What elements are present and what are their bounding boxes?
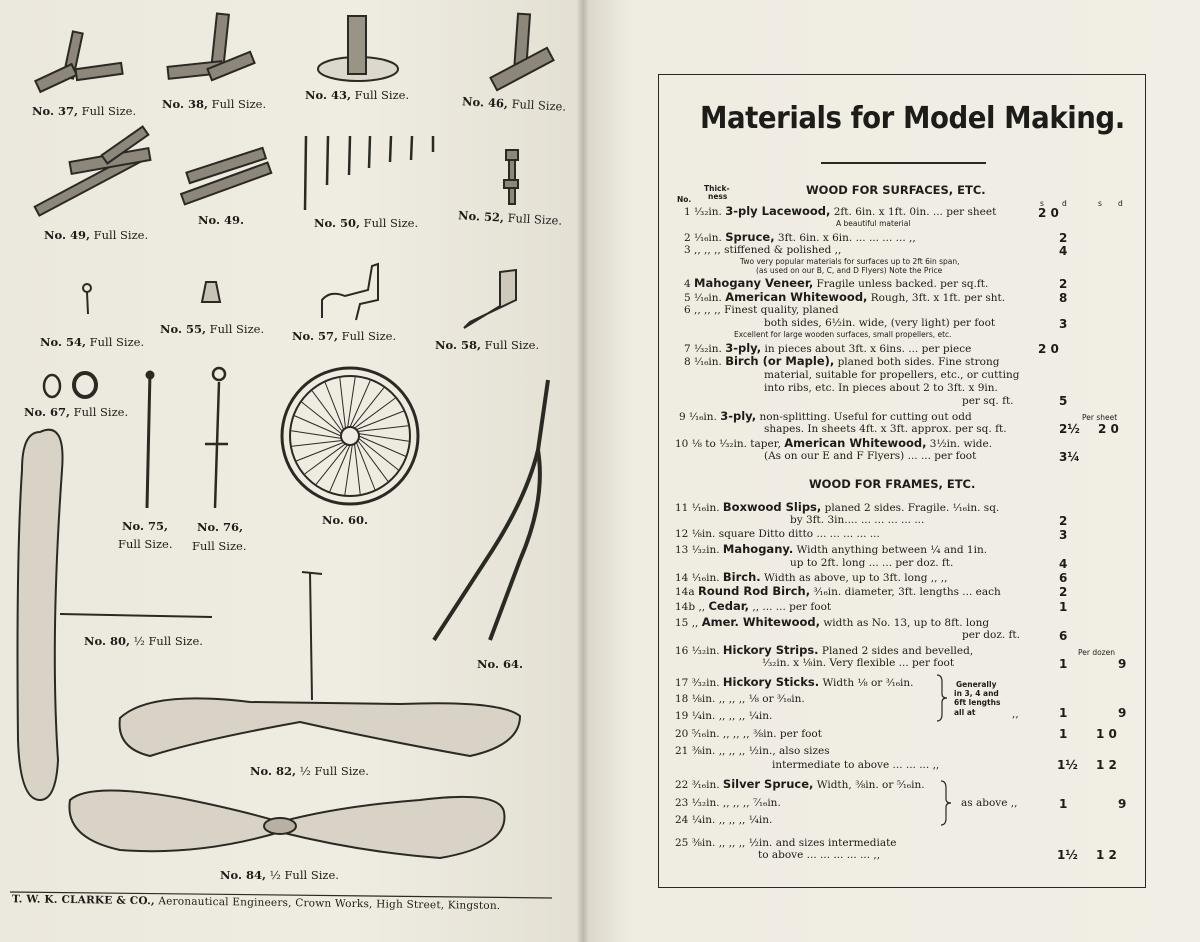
angle-bracket-58-drawing <box>464 270 516 328</box>
brace-17-19 <box>936 674 948 722</box>
item-row-23: 23 ⅟₃₂in. ,, ,, ,, ⁷⁄₁₆in. <box>675 797 781 809</box>
price-11: 2 <box>1059 514 1068 528</box>
propeller-84-drawing <box>69 790 504 858</box>
cross-joint-49-drawing <box>35 127 151 216</box>
caption-no-64: No. 64. <box>477 657 523 671</box>
caption-no-55: No. 55, Full Size. <box>160 322 265 336</box>
lengths-note-3: 6ft lengths <box>954 698 1001 707</box>
cup-55-drawing <box>202 282 220 302</box>
eye-screw-54-drawing <box>83 284 91 314</box>
price-25: 1½ <box>1057 848 1078 862</box>
left-catalogue-page <box>0 0 590 942</box>
wheel-spoke <box>359 436 405 456</box>
item-11-line-2: by 3ft. 3in.... ... ... ... ... ... <box>790 514 925 526</box>
header-d2: d <box>1118 199 1123 208</box>
caption-no-67: No. 67, Full Size. <box>24 405 129 419</box>
item-row-21: 21 ⅜in. ,, ,, ,, ½in., also sizes <box>675 745 830 757</box>
price-20: 1 <box>1059 727 1068 741</box>
price-16-per-dozen-label: Per dozen <box>1078 648 1115 657</box>
item-6-note: Excellent for large wooden surfaces, small propellers, etc. <box>734 330 952 339</box>
price-6: 3 <box>1059 317 1068 331</box>
item-row-14: 14 ⅟₁₆in. Birch. Width as above, up to 3ft. long ,, ,, <box>675 570 948 584</box>
item-row-15: 15 ,, Amer. Whitewood, width as No. 13, up to 8ft. long <box>675 615 990 629</box>
price-10: 3¼ <box>1059 450 1080 464</box>
price-7: 2 0 <box>1038 342 1059 356</box>
bolt-52-drawing <box>504 150 518 204</box>
header-ness: ness <box>708 192 728 201</box>
section-heading-surfaces: WOOD FOR SURFACES, ETC. <box>806 183 986 197</box>
caption-no-50: No. 50, Full Size. <box>314 216 419 230</box>
section-heading-frames: WOOD FOR FRAMES, ETC. <box>809 477 976 491</box>
wheel-spoke <box>302 402 342 434</box>
price-23: 1 <box>1059 797 1068 811</box>
book-gutter <box>576 0 590 942</box>
wheel-spoke <box>358 426 408 432</box>
page-title: Materials for Model Making. <box>700 101 1125 136</box>
item-row-4: 4 Mahogany Veneer, Fragile unless backed. per sq.ft. <box>684 276 989 290</box>
item-row-19: 19 ¼in. ,, ,, ,, ¼in. <box>675 710 773 722</box>
item-row-2: 2 ⅟₁₆in. Spruce, 3ft. 6in. x 6in. ... ... ... ... ,, <box>684 230 916 244</box>
item-row-18: 18 ⅛in. ,, ,, ,, ⅛ or ³⁄₁₆in. <box>675 693 805 705</box>
lengths-note-4: all at <box>954 708 976 717</box>
tee-joint-37-drawing <box>35 31 122 91</box>
item-6-line-2: both sides, 6½in. wide, (very light) per foot <box>764 317 996 329</box>
price-3: 4 <box>1059 244 1068 258</box>
brace-22-24 <box>940 780 952 826</box>
caption-no-80: No. 80, ½ Full Size. <box>84 634 203 648</box>
item-row-11: 11 ⅟₁₆in. Boxwood Slips, planed 2 sides. Fragile. ⅟₁₆in. sq. <box>675 500 1000 514</box>
item-row-10: 10 ⅛ to ⅟₃₂in. taper, American Whitewood, 3½in. wide. <box>675 436 993 450</box>
price-9-per-sheet-label: Per sheet <box>1082 413 1118 422</box>
price-15: 6 <box>1059 629 1068 643</box>
price-20-dozen: 1 0 <box>1096 727 1117 741</box>
caption-no-76: No. 76, <box>197 520 243 534</box>
publisher-footer: T. W. K. CLARKE & CO., Aeronautical Engineers, Crown Works, High Street, Kingston. <box>11 893 501 913</box>
item-row-20: 20 ⁵⁄₁₆in. ,, ,, ,, ⅜in. per foot <box>675 728 822 740</box>
item-10-line-2: (As on our E and F Flyers) ... ... per foot <box>764 450 977 462</box>
price-13: 4 <box>1059 557 1068 571</box>
lengths-note-1: Generally <box>956 680 997 689</box>
price-21: 1½ <box>1057 758 1078 772</box>
item-8-line-4: per sq. ft. <box>962 395 1014 407</box>
wheel-spoke <box>355 444 361 494</box>
wheel-spoke <box>316 445 348 485</box>
item-8-line-2: material, suitable for propellers, etc., or cutting <box>764 369 1020 381</box>
caption-no-49: No. 49, Full Size. <box>44 228 149 242</box>
wheel-spoke <box>350 381 370 427</box>
nails-50-drawing <box>305 136 433 210</box>
item-25-line-2: to above ... ... ... ... ... ,, <box>758 849 881 861</box>
item-row-14b: 14b ,, Cedar, ,, ... ... per foot <box>675 599 832 613</box>
caption-no-46: No. 46, Full Size. <box>461 94 567 114</box>
item-row-17: 17 ³⁄₃₂in. Hickory Sticks. Width ⅛ or ³⁄₁₆in. <box>675 675 914 689</box>
parts-illustrations <box>0 0 590 942</box>
fork-64-drawing <box>434 380 548 640</box>
item-8-line-3: into ribs, etc. In pieces about 2 to 3ft. x 9in. <box>764 382 998 394</box>
price-14a: 2 <box>1059 585 1068 599</box>
item-13-line-2: up to 2ft. long ... ... per doz. ft. <box>790 557 954 569</box>
title-rule <box>821 162 986 164</box>
item-row-3: 3 ,, ,, ,, stiffened & polished ,, <box>684 244 842 256</box>
caption-no-75-size: Full Size. <box>118 537 173 551</box>
header-s2: s <box>1098 199 1102 208</box>
price-9-sheet: 2 0 <box>1098 422 1119 436</box>
wheel-spoke <box>295 416 341 436</box>
wheel-spoke <box>345 445 353 495</box>
shaft-75-drawing <box>147 372 153 508</box>
item-3-note-2: (as used on our B, C, and D Flyers) Note the Price <box>756 266 943 275</box>
price-5: 8 <box>1059 291 1068 305</box>
wheel-spoke <box>330 445 350 491</box>
item-1-note: A beautiful material <box>836 219 911 228</box>
header-thickness: Thick- <box>704 184 730 193</box>
lengths-note-2: in 3, 4 and <box>954 689 999 698</box>
item-row-9: 9 ⅟₁₆in. 3-ply, non-splitting. Useful for cutting out odd <box>679 409 972 423</box>
item-row-24: 24 ¼in. ,, ,, ,, ¼in. <box>675 814 773 826</box>
item-3-note-1: Two very popular materials for surfaces up to 2ft 6in span, <box>740 257 960 266</box>
item-row-8: 8 ⅟₁₆in. Birch (or Maple), planed both sides. Fine strong <box>684 354 1000 368</box>
wheel-spokes <box>291 377 409 495</box>
item-row-6: 6 ,, ,, ,, Finest quality, planed <box>684 304 839 316</box>
item-row-7: 7 ⅟₃₂in. 3-ply, in pieces about 3ft. x 6ins. ... per piece <box>684 341 972 355</box>
item-row-14a: 14a Round Rod Birch, ³⁄₁₆in. diameter, 3ft. lengths ... each <box>675 584 1001 598</box>
item-9-line-2: shapes. In sheets 4ft. x 3ft. approx. per sq. ft. <box>764 423 1007 435</box>
wheel-spoke <box>348 377 356 427</box>
header-s1: s <box>1040 199 1044 208</box>
price-8: 5 <box>1059 394 1068 408</box>
wheel-spoke <box>359 434 409 442</box>
price-25-dozen: 1 2 <box>1096 848 1117 862</box>
item-row-16: 16 ⅟₃₂in. Hickory Strips. Planed 2 sides and bevelled, <box>675 643 974 657</box>
header-d1: d <box>1062 199 1067 208</box>
wheel-spoke <box>292 441 342 447</box>
caption-no-84: No. 84, ½ Full Size. <box>220 868 339 882</box>
price-19-dozen: 9 <box>1118 706 1127 720</box>
item-row-22: 22 ³⁄₁₆in. Silver Spruce, Width, ⅜in. or ⁵⁄₁₆in. <box>675 777 925 791</box>
cross-joint-49b-drawing <box>181 148 271 204</box>
price-4: 2 <box>1059 277 1068 291</box>
price-1: 2 0 <box>1038 206 1059 220</box>
item-row-13: 13 ⅟₃₂in. Mahogany. Width anything between ¼ and 1in. <box>675 542 988 556</box>
wheel-spoke <box>359 438 399 470</box>
socket-plate-43-drawing <box>318 16 398 81</box>
caption-no-37: No. 37, Full Size. <box>32 104 137 118</box>
price-14: 6 <box>1059 571 1068 585</box>
lengths-note-ditto: ,, <box>1012 708 1019 720</box>
caption-no-82: No. 82, ½ Full Size. <box>250 764 369 778</box>
caption-no-43: No. 43, Full Size. <box>305 88 410 102</box>
bracket-57-drawing <box>322 264 378 320</box>
caption-no-38: No. 38, Full Size. <box>162 97 267 111</box>
rings-67-drawing <box>44 373 96 397</box>
caption-no-57: No. 57, Full Size. <box>292 329 397 343</box>
wheel-spoke <box>291 431 341 439</box>
price-9: 2½ <box>1059 422 1080 436</box>
price-16: 1 <box>1059 657 1068 671</box>
price-14b: 1 <box>1059 600 1068 614</box>
price-21-dozen: 1 2 <box>1096 758 1117 772</box>
caption-no-60: No. 60. <box>322 513 368 527</box>
tee-joint-38-drawing <box>168 14 255 81</box>
price-23-dozen: 9 <box>1118 797 1127 811</box>
item-row-5: 5 ⅟₁₆in. American Whitewood, Rough, 3ft. x 1ft. per sht. <box>684 290 1006 304</box>
price-2: 2 <box>1059 231 1068 245</box>
caption-no-54: No. 54, Full Size. <box>40 335 145 349</box>
item-15-line-2: per doz. ft. <box>962 629 1020 641</box>
wheel-60-drawing <box>282 368 418 504</box>
caption-no-76-size: Full Size. <box>192 539 247 553</box>
header-no: No. <box>677 195 692 204</box>
item-row-25: 25 ⅜in. ,, ,, ,, ½in. and sizes intermediate <box>675 837 897 849</box>
caption-no-75: No. 75, <box>122 519 168 533</box>
price-12: 3 <box>1059 528 1068 542</box>
price-16-dozen: 9 <box>1118 657 1127 671</box>
wheel-spoke <box>352 388 384 428</box>
price-19: 1 <box>1059 706 1068 720</box>
item-row-1: 1 ⅟₃₂in. 3-ply Lacewood, 2ft. 6in. x 1ft. 0in. ... per sheet <box>684 204 997 218</box>
angle-joint-46-drawing <box>490 14 553 91</box>
wheel-spoke <box>340 378 346 428</box>
caption-no-49b: No. 49. <box>198 213 244 227</box>
caption-no-58: No. 58, Full Size. <box>435 338 540 352</box>
caption-no-52: No. 52, Full Size. <box>457 208 563 228</box>
item-16-line-2: ⅟₃₂in. x ⅛in. Very flexible ... per foot <box>762 657 955 669</box>
item-row-12: 12 ⅛in. square Ditto ditto ... ... ... ... ... <box>675 528 880 540</box>
item-21-line-2: intermediate to above ... ... ... ,, <box>772 759 940 771</box>
as-above-note: as above ,, <box>961 797 1018 809</box>
shaft-76-drawing <box>205 368 228 508</box>
